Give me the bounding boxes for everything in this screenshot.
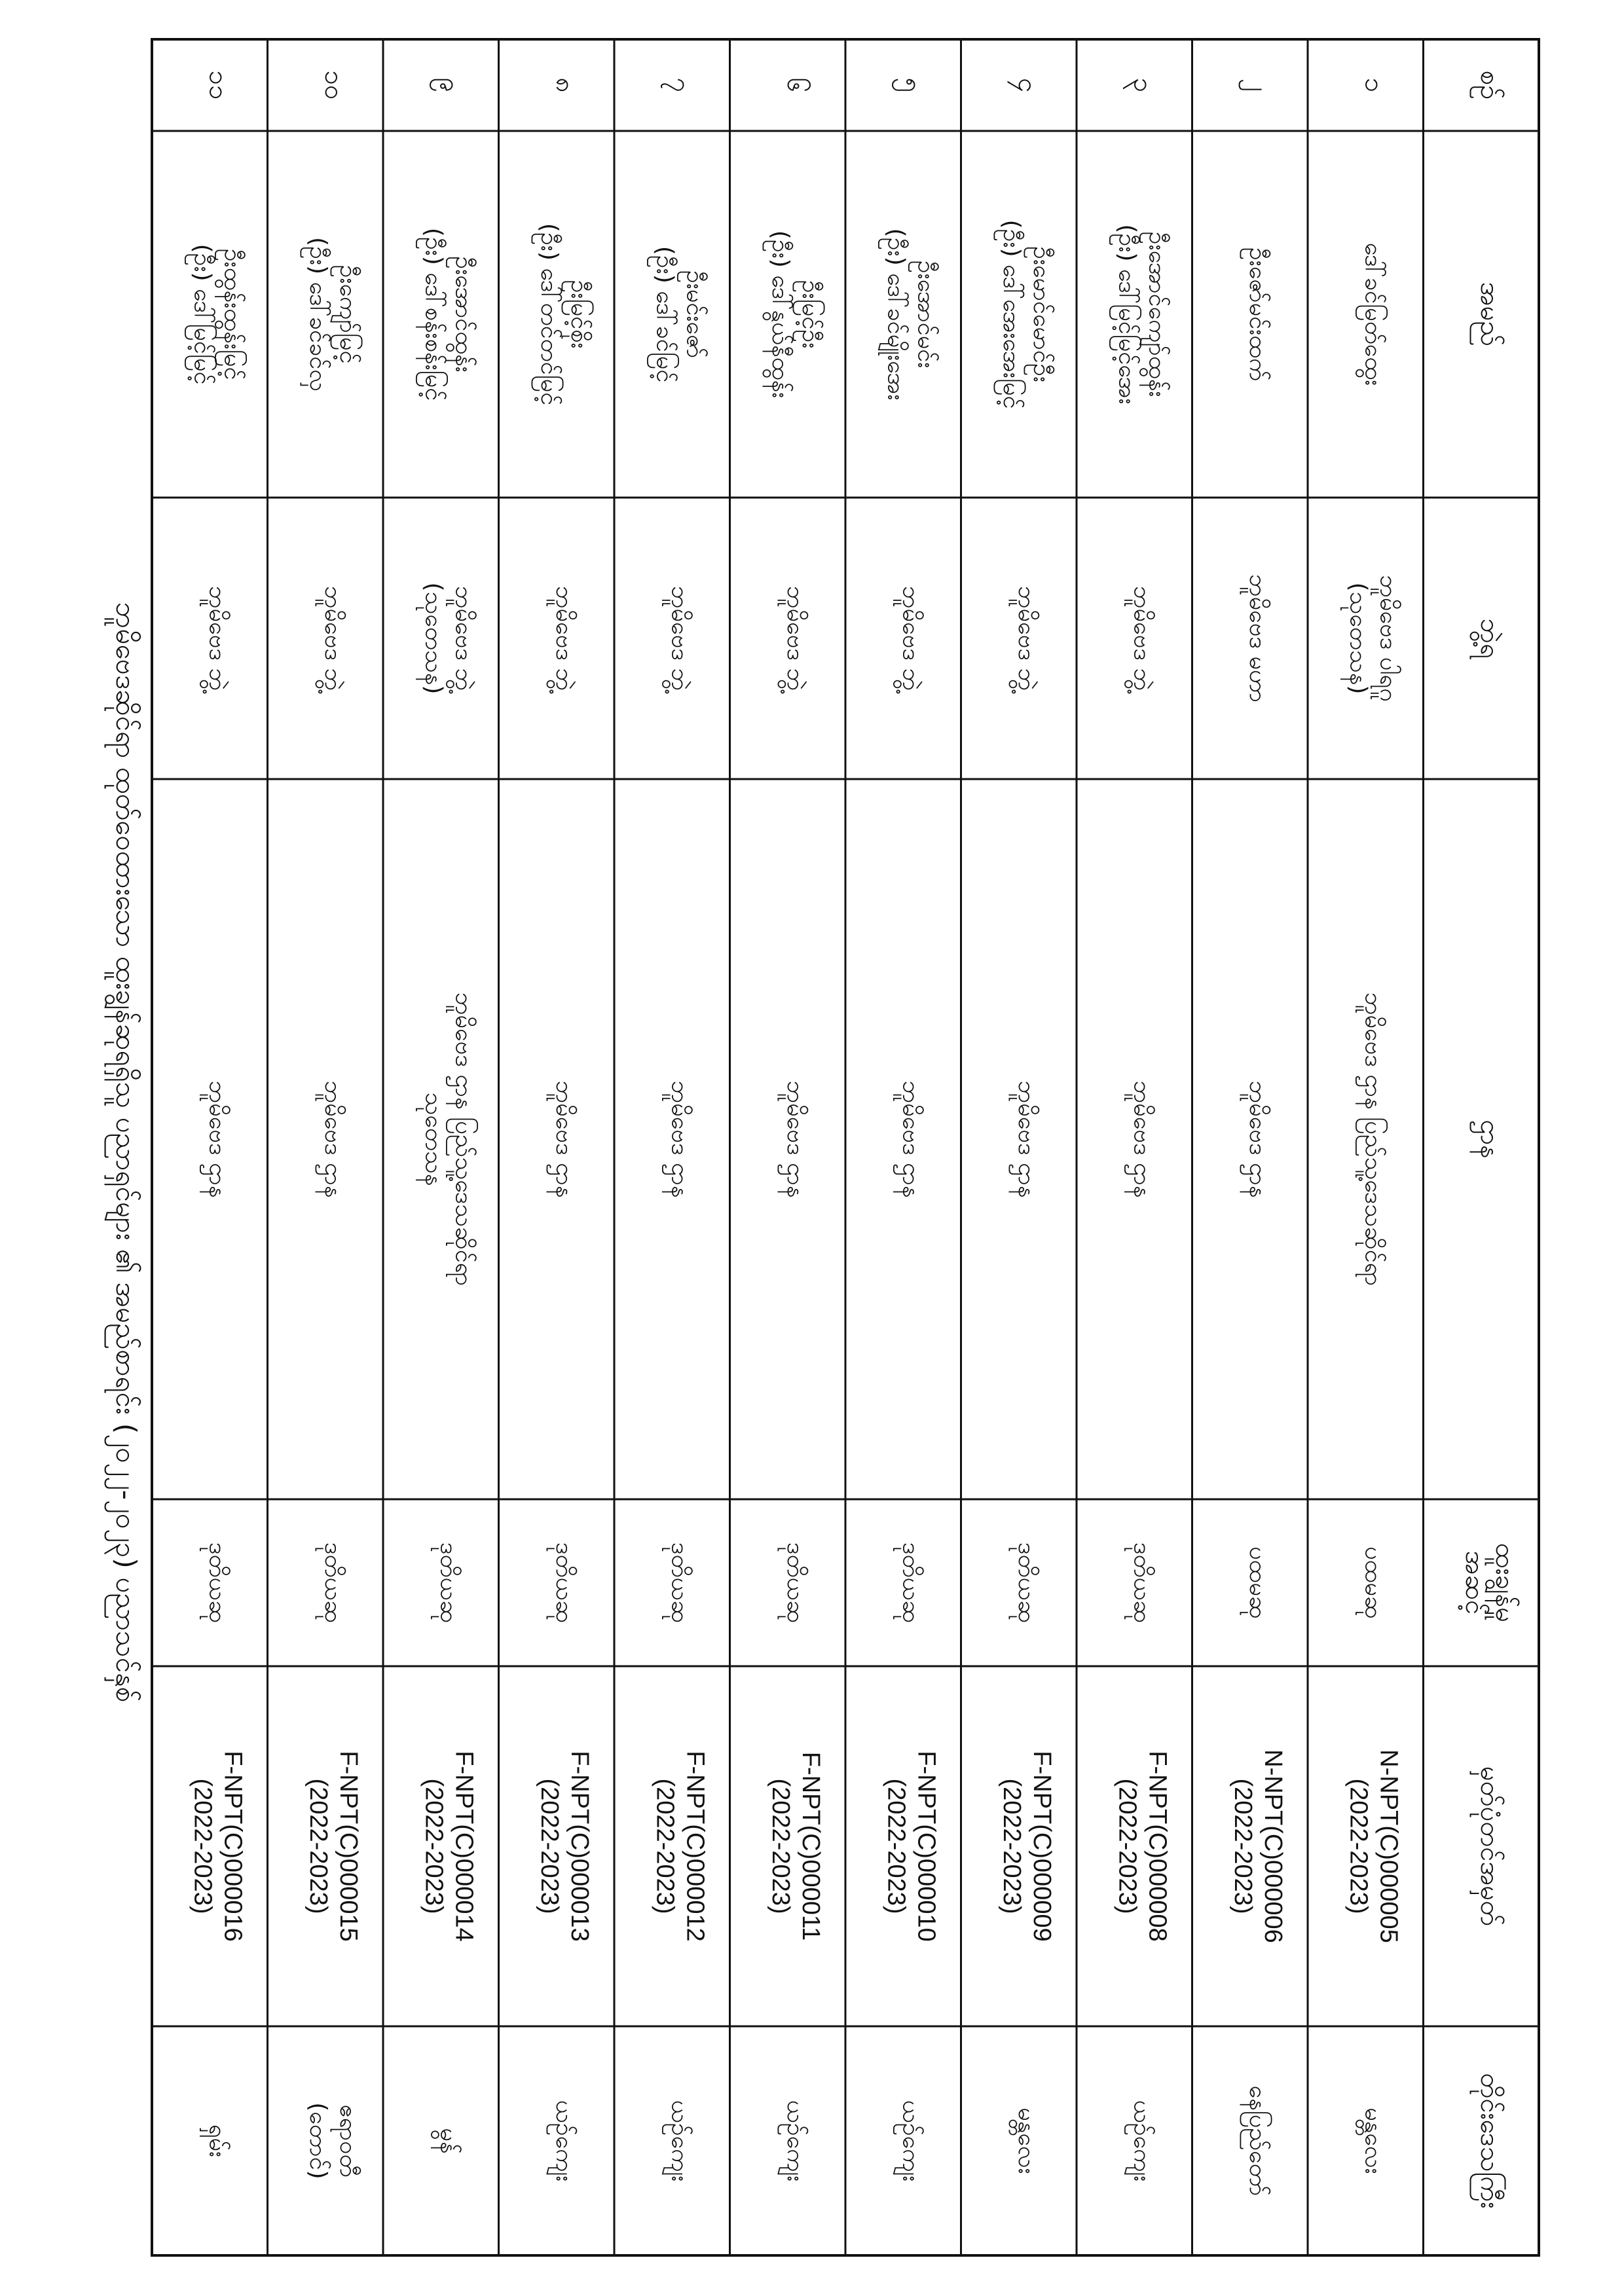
header-code bbox=[1469, 1766, 1505, 1926]
cell-rank bbox=[1008, 1542, 1040, 1624]
cell-name-line: ဦးမြင့်ဦး bbox=[796, 280, 824, 349]
header-region bbox=[1469, 2073, 1505, 2209]
header-dept bbox=[1469, 1120, 1505, 1158]
cell-name bbox=[1240, 247, 1271, 382]
header-degree bbox=[1469, 618, 1505, 659]
cell-no bbox=[1122, 78, 1158, 93]
cell-rank-line: ပထမဆု bbox=[1244, 1546, 1271, 1619]
cell-name-line: (ဦး) ဒေါ်အေးအေးမြင့် bbox=[997, 219, 1025, 409]
cell-rank-line: ဒုတိယဆု bbox=[666, 1542, 693, 1624]
cell-degree-line: ဘူမိဗေဒ ဘွဲ့ bbox=[450, 585, 477, 691]
cell-rank-line: ဒုတိယဆု bbox=[1128, 1542, 1156, 1624]
cell-code-line: F-NPT(C)000008 bbox=[1143, 1751, 1172, 1942]
cell-name-line: ဦးမောင်မောင်ဦး bbox=[1027, 246, 1055, 382]
header-name-line: အမည် bbox=[1474, 282, 1505, 347]
cell-code-line: (2022-2023) bbox=[535, 1778, 563, 1914]
cell-name-line: ဒေါ်ခင်မြတ်ထွေး bbox=[1359, 242, 1387, 386]
cell-code-line: (2022-2023) bbox=[766, 1778, 794, 1914]
cell-no-line: ၂ bbox=[1243, 79, 1274, 92]
header-rank-line: ထူးချွန်မှု bbox=[1489, 1542, 1520, 1623]
header-rank bbox=[1458, 1543, 1520, 1622]
cell-code-line: F-NPT(C)000014 bbox=[450, 1751, 478, 1942]
cell-region-line: မန္တလေး bbox=[1359, 2107, 1387, 2174]
cell-rank bbox=[661, 1542, 693, 1624]
cell-degree bbox=[1008, 586, 1040, 693]
cell-rank-line: ဒုတိယဆု bbox=[550, 1542, 578, 1624]
cell-rank bbox=[1124, 1542, 1155, 1624]
cell-no-line: ၇ bbox=[665, 77, 696, 93]
cell-region-line: မွန် bbox=[435, 2128, 462, 2154]
cell-name bbox=[184, 244, 246, 385]
header-dept-line: ဌာန bbox=[1474, 1120, 1505, 1159]
cell-name-line: (ဦး) ဒေါ်မြင့်မြင့် bbox=[189, 244, 216, 385]
cell-dept-line: ဘူမိဗေဒ ဌာန bbox=[1012, 1080, 1040, 1198]
cell-rank-line: ဒုတိယဆု bbox=[319, 1542, 346, 1624]
cell-no bbox=[203, 71, 233, 100]
cell-code-line: F-NPT(C)000016 bbox=[219, 1751, 247, 1942]
cell-name-line: ဦးအောင်မင်း bbox=[912, 260, 940, 369]
cell-degree bbox=[1124, 586, 1155, 693]
cell-no-line: ၄ bbox=[1012, 77, 1043, 93]
cell-region-line: ရှမ်း bbox=[204, 2124, 231, 2158]
cell-rank bbox=[315, 1542, 346, 1624]
cell-code-line: (2022-2023) bbox=[1344, 1778, 1373, 1914]
cell-code-line: (2022-2023) bbox=[1228, 1778, 1257, 1914]
cell-dept bbox=[661, 1081, 693, 1198]
cell-code-line: F-NPT(C)000012 bbox=[681, 1751, 709, 1942]
cell-code-line: (2022-2023) bbox=[997, 1778, 1025, 1914]
cell-no-line: ၅ bbox=[896, 77, 927, 93]
cell-name-line: (ဦး) ဒေါ်စန်းစန်းမြင့် bbox=[420, 227, 447, 401]
cell-degree bbox=[199, 586, 231, 693]
cell-region bbox=[430, 2128, 462, 2153]
cell-region bbox=[199, 2124, 231, 2157]
cell-degree bbox=[661, 586, 693, 693]
cell-dept bbox=[1240, 1081, 1271, 1198]
cell-no bbox=[891, 78, 927, 93]
cell-rank bbox=[1355, 1546, 1386, 1619]
cell-region-line: ယဉ်ကျေး bbox=[1128, 2100, 1156, 2182]
cell-dept bbox=[1124, 1081, 1155, 1198]
cell-no-line: ၈ bbox=[549, 77, 580, 93]
cell-no bbox=[319, 71, 349, 100]
cell-degree-line: ဘူမိဗေဒ မဟာ bbox=[1244, 574, 1271, 703]
header-no-line: စဉ် bbox=[1474, 70, 1505, 100]
cell-rank bbox=[546, 1542, 578, 1624]
cell-region-line: ယဉ်ကျေး bbox=[550, 2100, 578, 2182]
header-name bbox=[1469, 282, 1505, 346]
cell-degree bbox=[893, 586, 924, 693]
document-title: ဘူမိဗေဒဆိုင်ရာ ထုတ်ဝေထားသော ထူးချွန်ဆုရရှိသူ ပညာရှင်များ ၏ အမည်စာရင်း (၂၀၂၂-၂၀၂၃) ပညာသင်နှစ် bbox=[110, 602, 142, 1703]
cell-code-line: (2022-2023) bbox=[651, 1778, 679, 1914]
cell-degree-line: ဘူမိဗေဒ ဘွဲ့ bbox=[550, 585, 578, 691]
cell-code-line: F-NPT(C)000015 bbox=[334, 1751, 362, 1942]
cell-code-line: N-NPT(C)000005 bbox=[1375, 1749, 1403, 1943]
header-no bbox=[1469, 71, 1505, 100]
cell-rank-line: ပထမဆု bbox=[1359, 1546, 1387, 1619]
cell-code-line: F-NPT(C)000013 bbox=[565, 1751, 593, 1942]
cell-no-line: ၆ bbox=[781, 77, 811, 93]
cell-rank-line: ဒုတိယဆု bbox=[435, 1542, 462, 1624]
cell-dept bbox=[893, 1081, 924, 1198]
header-region-line: တိုင်းဒေသကြီး bbox=[1474, 2073, 1505, 2209]
cell-dept bbox=[777, 1081, 809, 1198]
cell-dept bbox=[546, 1081, 578, 1198]
cell-name-line: (ဦး) ဒေါ်ခင်မြင့် bbox=[651, 246, 678, 383]
cell-name bbox=[1109, 224, 1170, 404]
cell-code-line: (2022-2023) bbox=[1113, 1778, 1141, 1914]
cell-name-line: ဦးကျော်မြင့် bbox=[334, 264, 361, 364]
cell-dept bbox=[1355, 993, 1387, 1286]
cell-dept-line: ဘူမိဗေဒ ဌာန bbox=[550, 1080, 578, 1198]
cell-degree bbox=[1340, 575, 1401, 702]
cell-name-line: (ဦး) ဒေါ်ခင်မျိုးအေး bbox=[882, 228, 910, 401]
cell-dept-line: ဘူမိဗေဒ ဌာန bbox=[319, 1080, 346, 1198]
cell-no-line: ၁၀ bbox=[318, 70, 349, 100]
cell-name-line: ဦးမြင့်စိုး bbox=[565, 280, 593, 349]
cell-no-line: ၉ bbox=[434, 77, 465, 93]
cell-name-line: (ဦး) ဒေါ်တင်တင်မြင့် bbox=[535, 223, 563, 406]
cell-code-line: (2022-2023) bbox=[304, 1778, 332, 1914]
cell-degree-line: (သုတေသန) bbox=[1344, 582, 1372, 695]
cell-name-line: (ဦး) ဒေါ်နွယ်နီထွန်း bbox=[766, 230, 794, 399]
cell-region-line: ဧရာဝတီ bbox=[334, 2104, 361, 2178]
header-code-line: မှတ်ပုံတင်အမှတ် bbox=[1474, 1766, 1505, 1927]
cell-dept-line: ဘူမိဗေဒ ဌာန ပြည်သူ့ဒေသဆိုင်ရာ bbox=[450, 992, 477, 1286]
cell-region bbox=[1240, 2086, 1272, 2196]
cell-dept bbox=[315, 1081, 346, 1198]
cell-name bbox=[993, 219, 1055, 409]
cell-name-line: (ဦး) ဒေါ်မြင့်မြင့်အေး bbox=[1113, 224, 1141, 405]
cell-no bbox=[1007, 78, 1043, 93]
cell-dept-line: ဘူမိဗေဒ ဌာန bbox=[781, 1080, 809, 1198]
cell-dept-line: ဘူမိဗေဒ ဌာန bbox=[1128, 1080, 1156, 1198]
cell-dept-line: ဘူမိဗေဒ ဌာန bbox=[897, 1080, 925, 1198]
cell-no-line: ၁၁ bbox=[203, 70, 234, 100]
cell-code-line: (2022-2023) bbox=[420, 1778, 448, 1914]
cell-degree-line: (သုတေသန) bbox=[420, 582, 447, 695]
cell-degree bbox=[315, 586, 346, 693]
cell-degree-line: ဘူမိဗေဒ ဘွဲ့ bbox=[1012, 585, 1040, 691]
cell-name-line: ဦးအောင်ကျော်ထွန်း bbox=[1143, 231, 1171, 397]
cell-dept-line: ဘူမိဗေဒ ဌာန bbox=[204, 1080, 231, 1198]
cell-rank-line: ဒုတိယဆု bbox=[781, 1542, 809, 1624]
cell-name bbox=[1355, 243, 1387, 386]
cell-no bbox=[1238, 79, 1274, 92]
cell-no bbox=[429, 78, 464, 93]
cell-name-line: ဦးအောင်ထွန်း bbox=[450, 256, 477, 373]
cell-rank-line: ဒုတိယဆု bbox=[897, 1542, 925, 1624]
cell-degree-line: ဘူမိဗေဒ ပါရဂူ bbox=[1375, 575, 1402, 702]
cell-dept-line: ဘူမိဗေဒ ဌာန bbox=[1244, 1080, 1271, 1198]
cell-code-line: (2022-2023) bbox=[189, 1778, 217, 1914]
cell-rank bbox=[1240, 1546, 1271, 1619]
cell-name-line: ဦးဇော်မင်းထက် bbox=[1244, 247, 1271, 382]
cell-region-line: (တောင်) bbox=[304, 2102, 331, 2179]
cell-region-line: နေပြည်တော် bbox=[1244, 2085, 1271, 2196]
cell-rank-line: ဒုတိယဆု bbox=[204, 1542, 231, 1624]
cell-dept bbox=[1008, 1081, 1040, 1198]
cell-region-line: ယဉ်ကျေး bbox=[897, 2100, 925, 2182]
cell-no-line: ၃ bbox=[1128, 77, 1158, 93]
cell-rank-line: ဒုတိယဆု bbox=[1012, 1542, 1040, 1624]
header-degree-line: ဘွဲ့ရ bbox=[1474, 618, 1505, 659]
cell-rank bbox=[777, 1542, 809, 1624]
cell-no bbox=[660, 78, 695, 93]
cell-code-line: F-NPT(C)000010 bbox=[912, 1751, 940, 1942]
cell-degree-line: ဘူမိဗေဒ ဘွဲ့ bbox=[1128, 585, 1156, 691]
cell-degree bbox=[546, 586, 578, 693]
cell-name-line: ဦးထွန်းထွန်းမြင့် bbox=[219, 248, 246, 380]
cell-degree bbox=[777, 586, 809, 693]
cell-name-line: ဦးမင်းဇော် bbox=[681, 270, 709, 359]
cell-rank bbox=[430, 1542, 462, 1624]
cell-code-line: (2022-2023) bbox=[882, 1778, 910, 1914]
cell-code-line: F-NPT(C)000009 bbox=[1027, 1751, 1056, 1942]
cell-degree-line: ဘူမိဗေဒ ဘွဲ့ bbox=[204, 585, 231, 691]
header-rank-line: အဆင့် bbox=[1459, 1550, 1490, 1615]
cell-region bbox=[1355, 2107, 1386, 2174]
cell-no bbox=[550, 78, 580, 93]
cell-code-line: N-NPT(C)000006 bbox=[1259, 1749, 1287, 1943]
cell-degree bbox=[415, 583, 477, 695]
cell-rank bbox=[893, 1542, 924, 1624]
cell-no bbox=[781, 78, 811, 93]
cell-degree-line: ဘူမိဗေဒ ဘွဲ့ bbox=[897, 585, 925, 691]
cell-dept-line: ဘူမိဗေဒ ဌာန ပြည်သူ့ဒေသဆိုင်ရာ bbox=[1359, 992, 1387, 1286]
cell-degree-line: ဘူမိဗေဒ ဘွဲ့ bbox=[319, 585, 346, 691]
cell-degree-line: ဘူမိဗေဒ ဘွဲ့ bbox=[781, 585, 809, 691]
cell-region-line: ယဉ်ကျေး bbox=[666, 2100, 693, 2182]
cell-no-line: ၁ bbox=[1359, 77, 1390, 93]
cell-dept bbox=[199, 1081, 231, 1198]
cell-code-line: F-NPT(C)000011 bbox=[796, 1751, 824, 1941]
cell-rank bbox=[199, 1542, 231, 1624]
cell-degree-line: ဘူမိဗေဒ ဘွဲ့ bbox=[666, 585, 693, 691]
cell-region-line: ယဉ်ကျေး bbox=[781, 2100, 809, 2182]
cell-region bbox=[1008, 2107, 1040, 2174]
cell-no bbox=[1359, 78, 1389, 93]
cell-dept-line: ဘူမိဗေဒ ဌာန bbox=[666, 1080, 693, 1198]
cell-region-line: မန္တလေး bbox=[1012, 2107, 1040, 2174]
cell-dept-line: သုတေသန bbox=[420, 1092, 447, 1186]
cell-name-line: (ဦး) ဒေါ်ခင်ခင်လှ bbox=[304, 237, 331, 392]
cell-degree bbox=[1240, 574, 1271, 702]
